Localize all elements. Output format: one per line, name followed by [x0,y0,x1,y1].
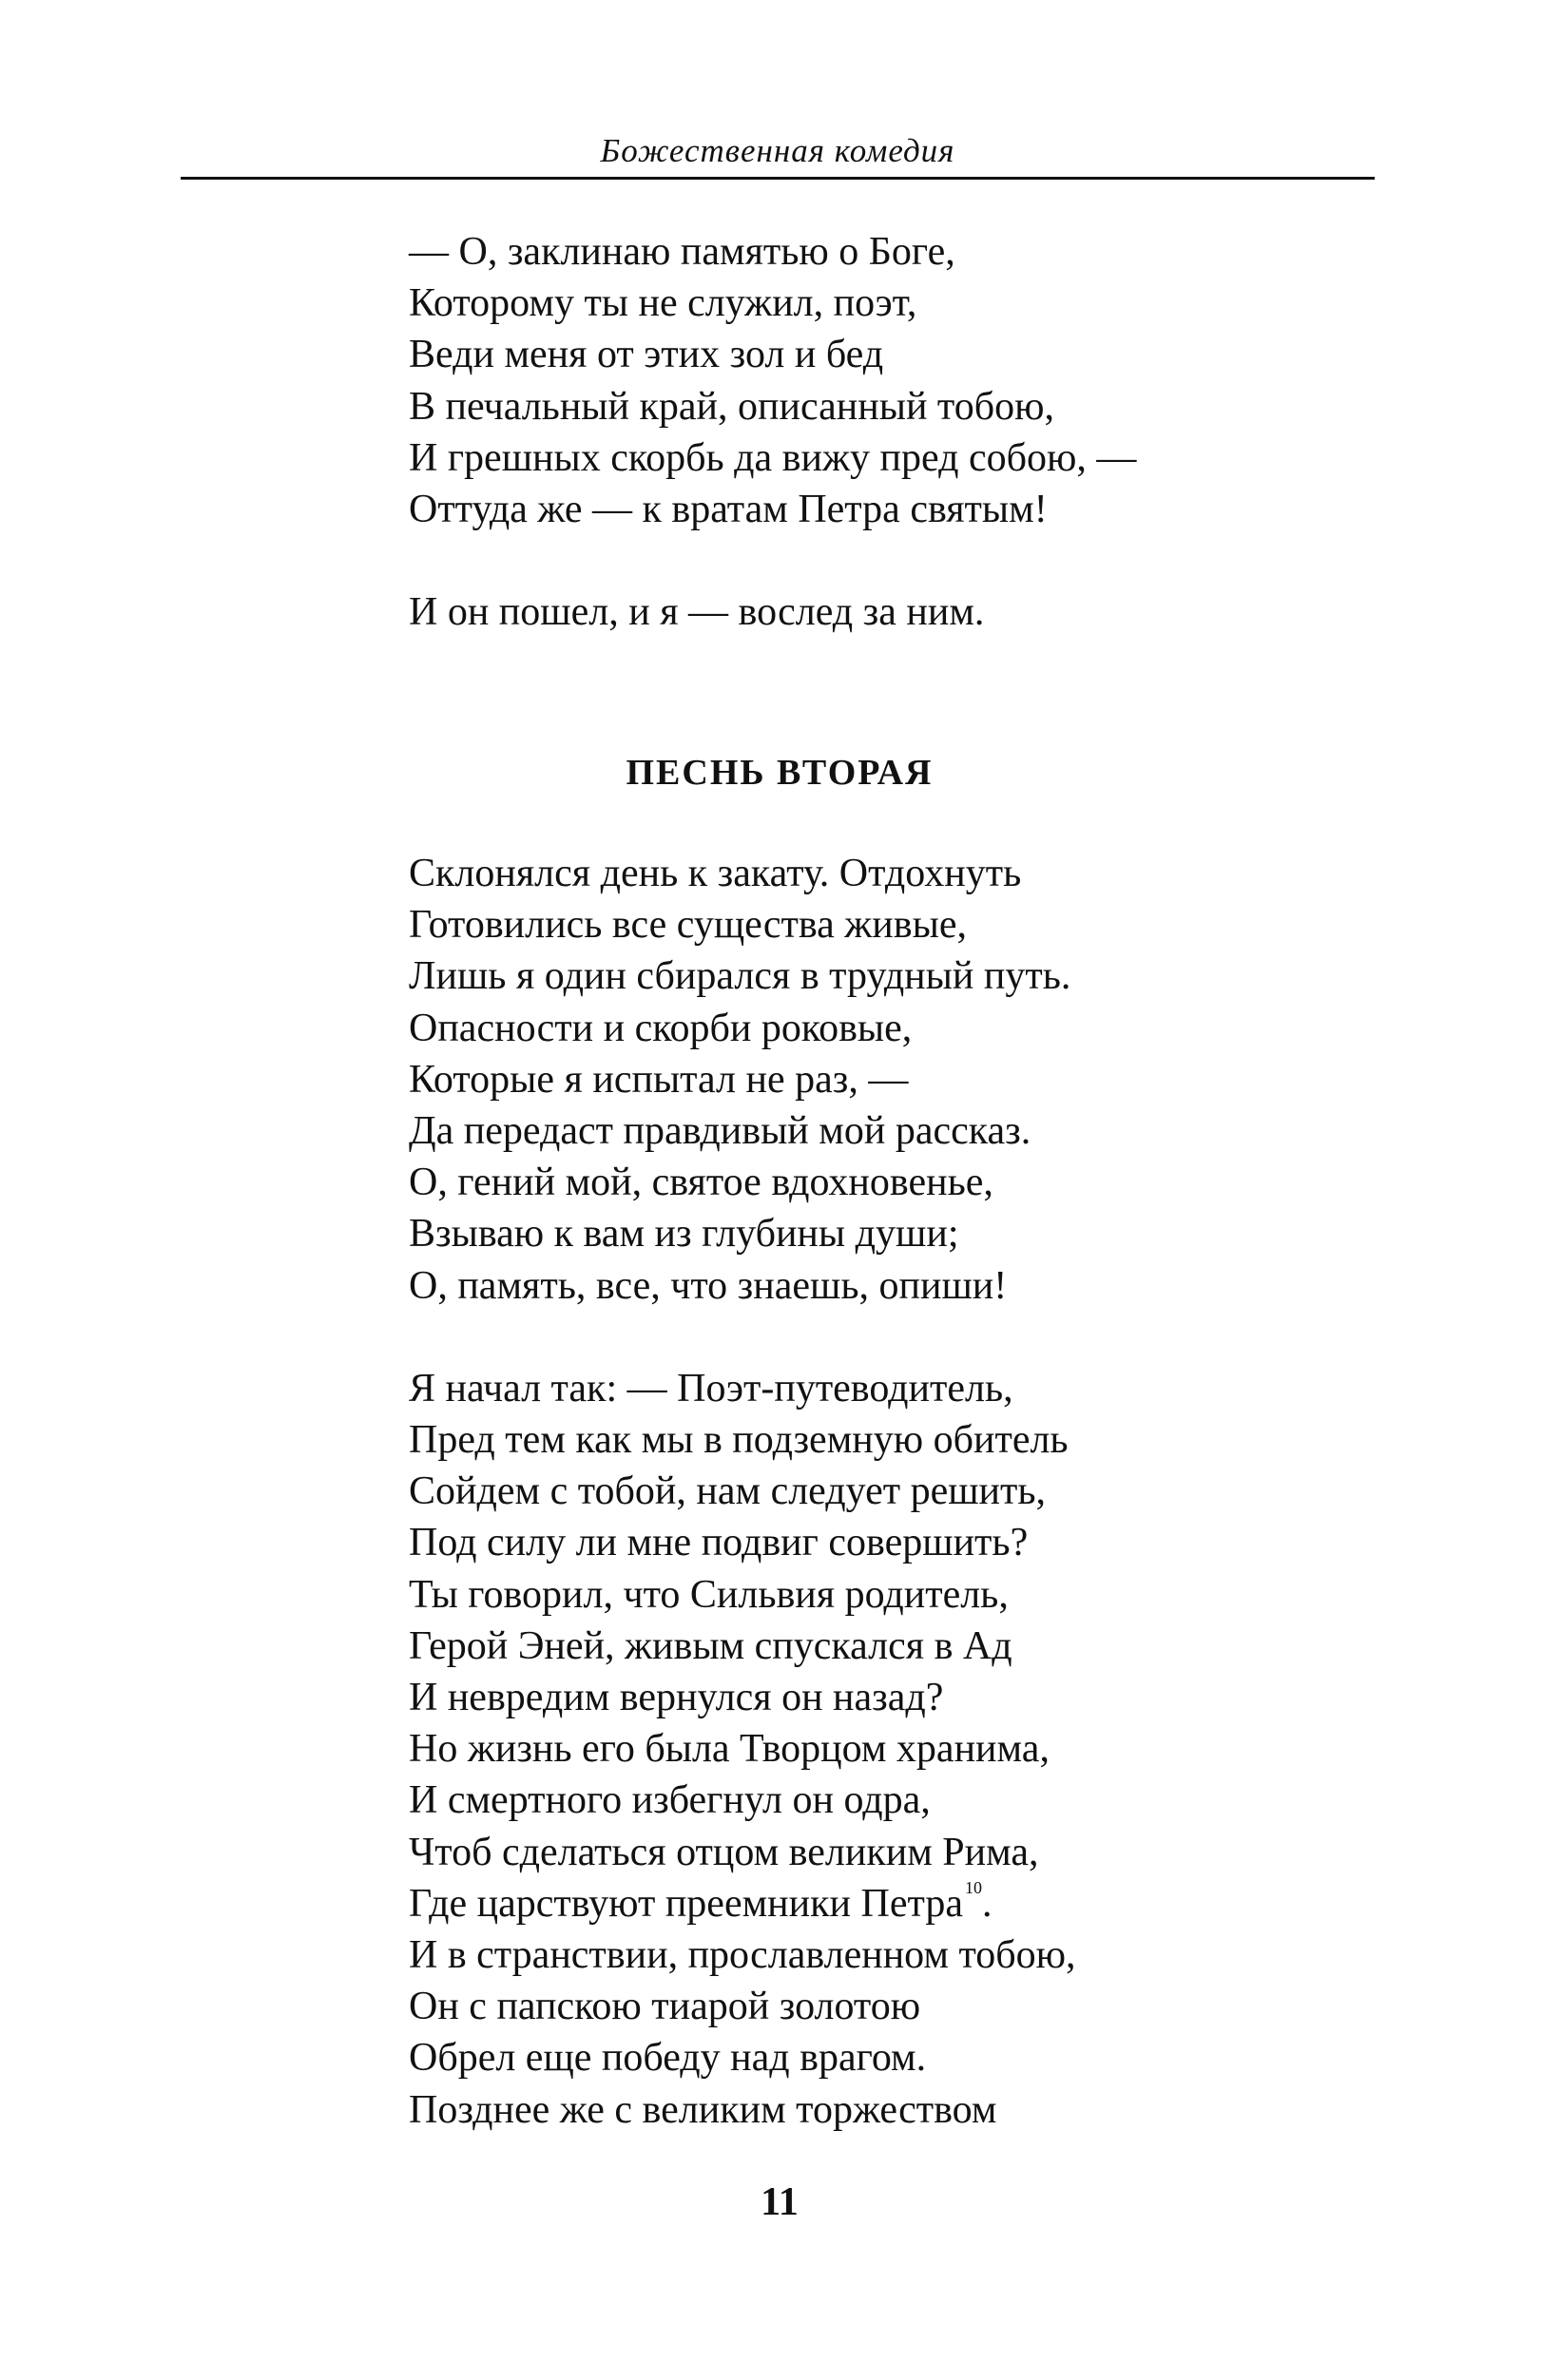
verse-line: Которому ты не служил, поэт, [409,281,917,326]
stanza [409,586,1359,638]
verse-line: Но жизнь его была Творцом хранима, [409,1727,1050,1772]
verse-text: Где царствуют преемники Петра [409,1881,963,1926]
verse-line: Обрел еще победу над врагом. [409,2036,927,2081]
verse-line: Я начал так: — Поэт-путеводитель, [409,1366,1013,1411]
verse-line: — О, заклинаю памятью о Боге, [409,230,955,274]
verse-line: О, память, все, что знаешь, опиши! [409,1263,1008,1308]
verse-line: И смертного избегнул он одра, [409,1778,931,1823]
running-head: Божественная комедия [600,132,955,169]
footnote-marker[interactable]: 10 [964,1877,982,1897]
poem-section-1 [409,226,1359,638]
verse-line: Лишь я один сбирался в трудный путь. [409,954,1071,999]
verse-line: И невредим вернулся он назад? [409,1676,944,1720]
verse-line: Которые я испытал не раз, — [409,1057,909,1102]
verse-line: Оттуда же — к вратам Петра святым! [409,488,1048,532]
footnote-trailing-punct: . [981,1881,992,1926]
verse-line: Герой Эней, живым спускался в Ад [409,1623,1012,1668]
verse-line: Под силу ли мне подвиг совершить? [409,1521,1029,1565]
verse-line: Пред тем как мы в подземную обитель [409,1418,1069,1463]
verse-line: Да передаст правдивый мой рассказ. [409,1109,1031,1154]
page-number: 11 [761,2180,799,2224]
verse-line: О, гений мой, святое вдохновенье, [409,1161,993,1205]
stanza [409,226,1359,535]
verse-line: Опасности и скорби роковые, [409,1006,913,1050]
verse-line: Склонялся день к закату. Отдохнуть [409,852,1022,895]
verse-line: Веди меня от этих зол и бед [409,333,884,377]
header-rule [181,177,1375,180]
verse-line: И грешных скорбь да вижу пред собою, — [409,435,1137,480]
verse-line: И в странствии, прославленном тобою, [409,1933,1076,1978]
verse-line: Взываю к вам из глубины души; [409,1212,959,1257]
verse-line: Позднее же с великим торжеством [409,2087,997,2132]
poem-section-2 [409,848,1359,2136]
verse-line: Чтоб сделаться отцом великим Рима, [409,1830,1039,1874]
verse-line: Сойдем с тобой, нам следует решить, [409,1469,1047,1514]
canto-title: ПЕСНЬ ВТОРАЯ [626,753,934,793]
verse-line: В печальный край, описанный тобою, [409,384,1054,429]
stanza [409,848,1359,1312]
stanza [409,1363,1359,2136]
verse-line: Он с папскою тиарой золотою [409,1985,921,2029]
verse-line: Ты говорил, что Сильвия родитель, [409,1572,1009,1617]
verse-line-with-footnote [409,1878,1359,1929]
verse-line: Готовились все существа живые, [409,903,967,948]
verse-line: И он пошел, и я — вослед за ним. [409,590,985,635]
